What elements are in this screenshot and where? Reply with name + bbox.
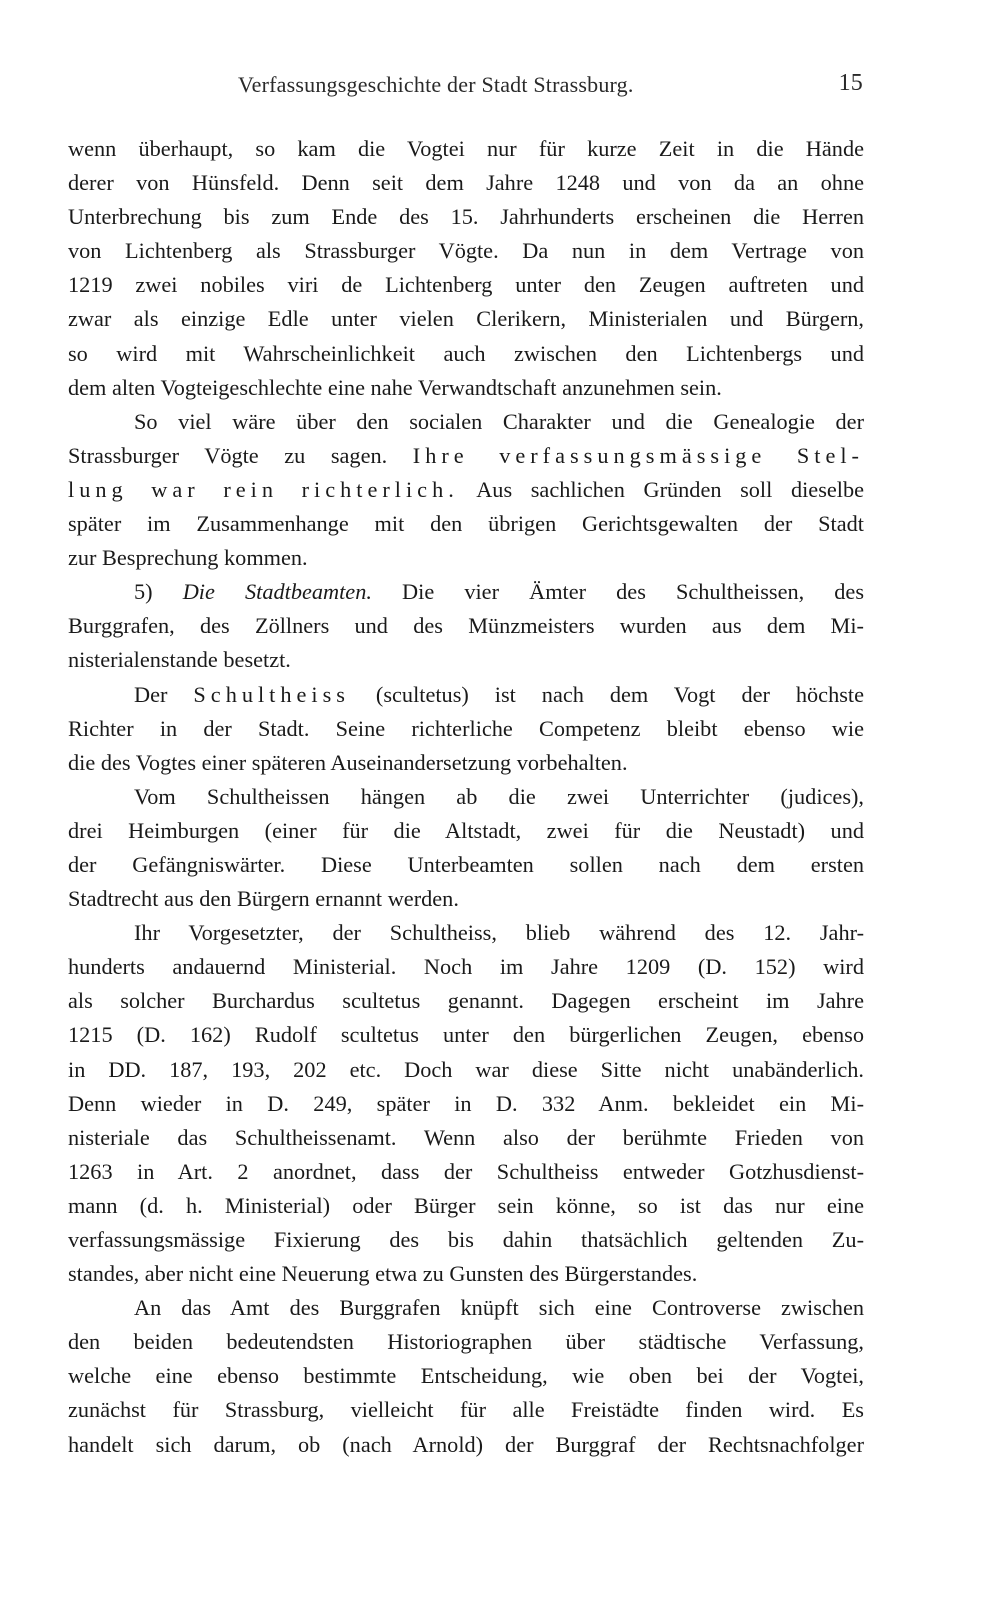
text-run: drei Heimburgen (einer für die Altstadt, zwei für die Neustadt) und	[68, 817, 864, 843]
running-title: Verfassungsgeschichte der Stadt Strassburg.	[238, 72, 634, 97]
text-run: Die vier Ämter des Schultheissen, des	[371, 579, 864, 605]
text-run: Ihr Vorgesetzter, der Schultheiss, blieb während des 12. Jahr-	[134, 920, 864, 946]
text-run: Vom Schultheissen hängen ab die zwei Unterrichter (judices),	[134, 783, 864, 809]
text-line	[68, 132, 864, 166]
text-run: Unterbrechung bis zum Ende des 15. Jahrhunderts erscheinen die Herren	[68, 204, 864, 230]
text-line	[68, 1325, 864, 1359]
running-header	[238, 72, 863, 104]
text-run: so wird mit Wahrscheinlichkeit auch zwischen den Lichtenbergs und	[68, 340, 864, 366]
text-run: die des Vogtes einer späteren Auseinandersetzung vorbehalten.	[68, 749, 628, 775]
text-line	[68, 439, 864, 473]
text-run: 1219 zwei nobiles viri de Lichtenberg unter den Zeugen auftreten und	[68, 272, 864, 298]
text-line	[68, 1053, 864, 1087]
text-line	[68, 575, 864, 609]
text-run: verfassungsmässige Fixierung des bis dahin thatsächlich geltenden Zu-	[68, 1227, 864, 1252]
text-line	[68, 371, 864, 405]
text-line	[68, 1428, 864, 1462]
text-run: Richter in der Stadt. Seine richterliche Competenz bleibt ebenso wie	[68, 715, 864, 741]
spaced-emphasis-text: lung war rein richterlich.	[68, 476, 459, 502]
text-run: Stadtrecht aus den Bürgern ernannt werden.	[68, 886, 459, 912]
italic-heading-text: Die Stadtbeamten.	[182, 579, 372, 605]
text-run: zunächst für Strassburg, vielleicht für alle Freistädte finden wird. Es	[68, 1397, 864, 1423]
text-line	[68, 541, 864, 575]
text-line	[68, 950, 864, 984]
text-line	[68, 643, 864, 677]
text-line	[68, 1359, 864, 1393]
text-run: von Lichtenberg als Strassburger Vögte. Da nun in dem Vertrage von	[68, 238, 864, 264]
text-line	[68, 1121, 864, 1155]
text-line	[68, 1155, 864, 1189]
text-line	[68, 200, 864, 234]
text-run: 5)	[134, 579, 183, 605]
text-line	[68, 268, 864, 302]
text-run: An das Amt des Burggrafen knüpft sich eine Controverse zwischen	[134, 1295, 864, 1321]
text-run: wenn überhaupt, so kam die Vogtei nur für kurze Zeit in die Hände	[68, 136, 864, 161]
text-run: nisterialenstande besetzt.	[68, 647, 291, 673]
text-line	[68, 302, 864, 336]
text-line	[68, 678, 864, 712]
text-run: dem alten Vogteigeschlechte eine nahe Verwandtschaft anzunehmen sein.	[68, 374, 722, 400]
text-line	[68, 405, 864, 439]
text-line	[68, 234, 864, 268]
text-run: So viel wäre über den socialen Charakter und die Genealogie der	[134, 408, 864, 434]
text-run: der Gefängniswärter. Diese Unterbeamten sollen nach dem ersten	[68, 851, 864, 877]
text-run: (scultetus) ist nach dem Vogt der höchste	[349, 681, 864, 707]
text-line	[68, 746, 864, 780]
text-line	[68, 1393, 864, 1427]
text-run: nisteriale das Schultheissenamt. Wenn also der berühmte Frieden von	[68, 1124, 864, 1150]
text-run: handelt sich darum, ob (nach Arnold) der Burggraf der Rechtsnachfolger	[68, 1431, 864, 1457]
text-line	[68, 1189, 864, 1223]
text-run: hunderts andauernd Ministerial. Noch im Jahre 1209 (D. 152) wird	[68, 954, 864, 980]
text-line	[68, 882, 864, 916]
text-run: zwar als einzige Edle unter vielen Clerikern, Ministerialen und Bürgern,	[68, 306, 864, 332]
text-run: später im Zusammenhange mit den übrigen Gerichtsgewalten der Stadt	[68, 511, 864, 537]
text-run: den beiden bedeutendsten Historiographen über städtische Verfassung,	[68, 1329, 864, 1355]
text-run: mann (d. h. Ministerial) oder Bürger sein könne, so ist das nur eine	[68, 1192, 864, 1218]
text-run: als solcher Burchardus scultetus genannt. Dagegen erscheint im Jahre	[68, 988, 864, 1014]
text-run: standes, aber nicht eine Neuerung etwa zu Gunsten des Bürgerstandes.	[68, 1261, 698, 1287]
text-run: derer von Hünsfeld. Denn seit dem Jahre 1248 und von da an ohne	[68, 170, 864, 196]
text-run: 1215 (D. 162) Rudolf scultetus unter den bürgerlichen Zeugen, ebenso	[68, 1022, 864, 1048]
text-line	[68, 1018, 864, 1052]
text-line	[68, 1087, 864, 1121]
text-line	[68, 1223, 864, 1257]
text-run: Der	[134, 681, 194, 707]
body-text	[68, 132, 864, 1462]
text-line	[68, 712, 864, 746]
text-line	[68, 337, 864, 371]
text-run: Denn wieder in D. 249, später in D. 332 Anm. bekleidet ein Mi-	[68, 1090, 864, 1116]
text-line	[68, 1291, 864, 1325]
text-run: Strassburger Vögte zu sagen.	[68, 442, 413, 468]
text-run: Burggrafen, des Zöllners und des Münzmeisters wurden aus dem Mi-	[68, 613, 864, 639]
text-line	[68, 984, 864, 1018]
text-line	[68, 473, 864, 507]
text-run: zur Besprechung kommen.	[68, 545, 308, 571]
text-line	[68, 916, 864, 950]
page-number: 15	[838, 70, 863, 96]
text-run: in DD. 187, 193, 202 etc. Doch war diese Sitte nicht unabänderlich.	[68, 1056, 864, 1082]
text-line	[68, 507, 864, 541]
spaced-emphasis-text: Schultheiss	[193, 681, 350, 707]
text-line	[68, 1257, 864, 1291]
text-line	[68, 609, 864, 643]
text-line	[68, 780, 864, 814]
text-line	[68, 814, 864, 848]
spaced-emphasis-text: Ihre verfassungsmässige Stel-	[412, 442, 864, 468]
text-line	[68, 166, 864, 200]
text-run: 1263 in Art. 2 anordnet, dass der Schultheiss entweder Gotzhusdienst-	[68, 1158, 864, 1184]
text-run: Aus sachlichen Gründen soll dieselbe	[458, 476, 864, 502]
text-line	[68, 848, 864, 882]
text-run: welche eine ebenso bestimmte Entscheidung, wie oben bei der Vogtei,	[68, 1363, 864, 1389]
